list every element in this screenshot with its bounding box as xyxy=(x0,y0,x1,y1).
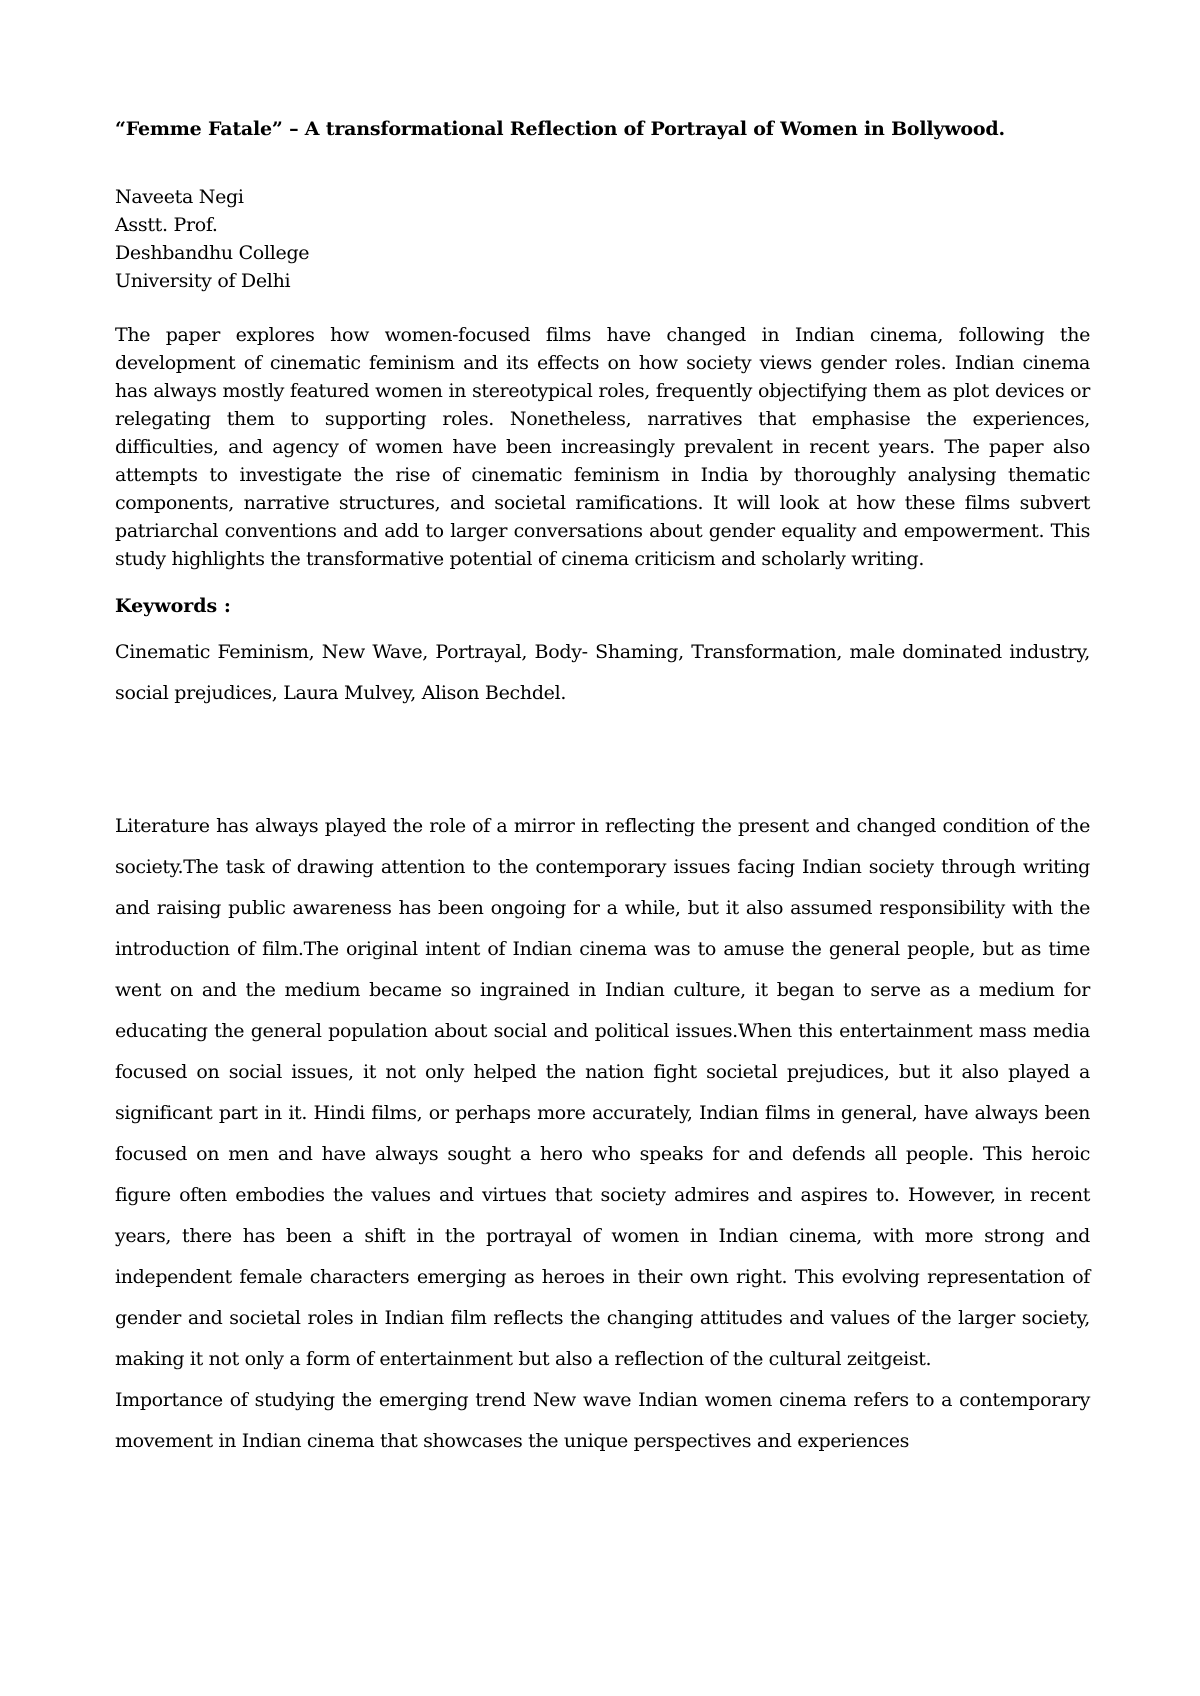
author-college: Deshbandhu College xyxy=(115,242,310,264)
author-university: University of Delhi xyxy=(115,270,291,292)
body-paragraph: Literature has always played the role of a mirror in reflecting the present and changed condition of the society.The task of drawing attention to the contemporary issues facing Indian society through writing and raising public awareness has been ongoing for a while, but it also assumed responsibility with the introduction of film.The original intent of Indian cinema was to amuse the general people, but as time went on and the medium became so ingrained in Indian culture, it began to serve as a medium for educating the general population about social and political issues.When this entertainment mass media focused on social issues, it not only helped the nation fight societal prejudices, but it also played a significant part in it. Hindi films, or perhaps more accurately, Indian films in general, have always been focused on men and have always sought a hero who speaks for and defends all people. This heroic figure often embodies the values and virtues that society admires and aspires to. However, in recent years, there has been a shift in the portrayal of women in Indian cinema, with more strong and independent female characters emerging as heroes in their own right. This evolving representation of gender and societal roles in Indian film reflects the changing attitudes and values of the larger society, making it not only a form of entertainment but also a reflection of the cultural zeitgeist. xyxy=(115,815,1090,1370)
author-block xyxy=(115,183,1090,295)
body-paragraph: Importance of studying the emerging trend New wave Indian women cinema refers to a contemporary movement in Indian cinema that showcases the unique perspectives and experiences xyxy=(115,1389,1090,1452)
body-section xyxy=(115,806,1090,1462)
author-position: Asstt. Prof. xyxy=(115,214,218,236)
paper-title: “Femme Fatale” – A transformational Reflection of Portrayal of Women in Bollywood. xyxy=(115,118,1005,140)
keywords-heading: Keywords : xyxy=(115,595,231,617)
document-page xyxy=(115,115,1090,1462)
author-name: Naveeta Negi xyxy=(115,186,244,208)
abstract-paragraph: The paper explores how women-focused films have changed in Indian cinema, following the development of cinematic feminism and its effects on how society views gender roles. Indian cinema has always mostly featured women in stereotypical roles, frequently objectifying them as plot devices or relegating them to supporting roles. Nonetheless, narratives that emphasise the experiences, difficulties, and agency of women have been increasingly prevalent in recent years. The paper also attempts to investigate the rise of cinematic feminism in India by thoroughly analysing thematic components, narrative structures, and societal ramifications. It will look at how these films subvert patriarchal conventions and add to larger conversations about gender equality and empowerment. This study highlights the transformative potential of cinema criticism and scholarly writing. xyxy=(115,324,1090,570)
keywords-list: Cinematic Feminism, New Wave, Portrayal, Body- Shaming, Transformation, male dominated industry, social prejudices, Laura Mulvey, Alison Bechdel. xyxy=(115,641,1090,704)
